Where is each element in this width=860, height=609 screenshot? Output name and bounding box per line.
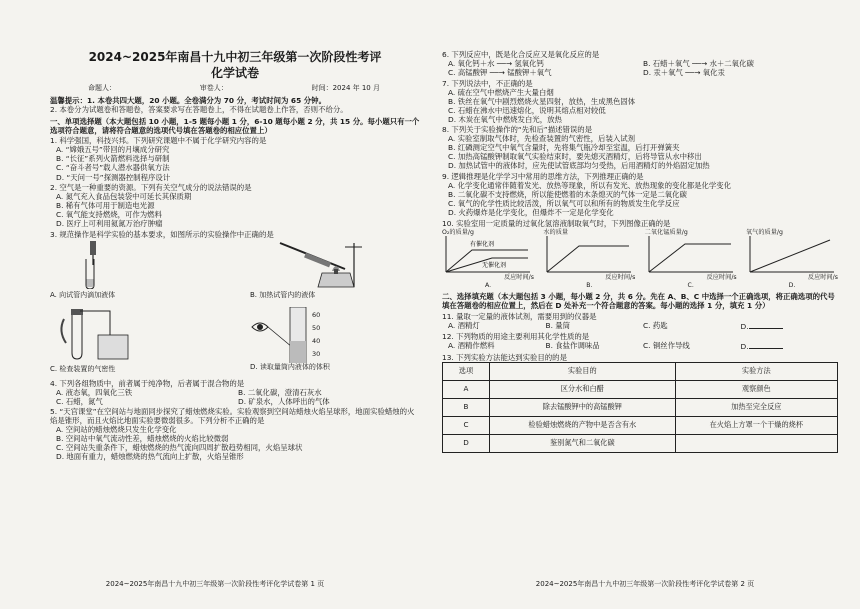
question-3: 3. 规范操作是科学实验的基本要求，如图所示的实验操作中正确的是 xyxy=(50,229,274,239)
table-cell: 在火焰上方罩一个干燥的烧杯 xyxy=(675,417,837,435)
q11-option-a: A. 酒精灯 xyxy=(448,320,480,330)
q7-option-b: B. 铁丝在氧气中剧烈燃烧火星四射，放热，生成黑色固体 xyxy=(448,96,636,106)
q12-options xyxy=(442,341,838,351)
q6-options xyxy=(442,59,838,77)
page-2-footer: 2024~2025年南昌十九中初三年级第一次阶段性考评化学试卷第 2 页 xyxy=(535,580,755,589)
graph-b-letter: B. xyxy=(586,281,593,289)
q4-option-b: B. 二氧化碳，澄清石灰水 xyxy=(238,387,322,397)
q6-option-a: A. 氧化钙＋水 ──→ 氢氧化钙 xyxy=(448,59,544,69)
graph-d-letter: D. xyxy=(788,281,796,289)
question-9: 9. 逻辑推理是化学学习中常用的思维方法，下列推理正确的是 xyxy=(442,171,644,181)
q9-option-d: D. 火药爆炸是化学变化，但爆炸不一定是化学变化 xyxy=(448,208,614,218)
q8-options xyxy=(442,134,838,170)
question-1: 1. 科学强国，科技兴邦。下列研究课题中不属于化学研究内容的是 xyxy=(50,136,267,146)
q5-options xyxy=(50,425,420,461)
cylinder-scale xyxy=(312,309,320,361)
graph-c-xlabel: 反应时间/s xyxy=(706,274,737,282)
question-5: 5. “天宫课堂”在空间站与地面同步探究了蜡烛燃烧实验。实验观察到空间站蜡烛火焰呈球形，地面实验蜡烛的火焰是锥形，而且火焰比地面实验要微弱很多。下列分析不正确的是 xyxy=(50,407,415,426)
graph-c-ylabel: 二氧化锰质量/g xyxy=(644,228,688,236)
q8-option-b: B. 红磷测定空气中氧气含量时，先将集气瓶冷却至室温，后打开弹簧夹 xyxy=(448,143,680,153)
q3-figure-a xyxy=(50,241,220,305)
graph-a-xlabel: 反应时间/s xyxy=(503,274,534,282)
q3-figure-b xyxy=(250,241,420,305)
question-7: 7. 下列说法中，不正确的是 xyxy=(442,78,533,88)
q13-table xyxy=(442,362,838,453)
graph-a-plot xyxy=(442,236,532,274)
q3-figure-d xyxy=(250,307,420,377)
q1-option-a: A. “嫦娥五号”带回的月壤成分研究 xyxy=(56,145,170,155)
graph-a-letter: A. xyxy=(484,281,492,289)
q4-option-a: A. 液态氧，四氧化三铁 xyxy=(56,387,133,397)
q9-options xyxy=(442,181,838,217)
q7-options xyxy=(442,88,838,124)
table-cell: C xyxy=(443,417,490,435)
q1-option-d: D. “天问一号”探测器控制程序设计 xyxy=(56,172,171,182)
table-header-option: 选项 xyxy=(443,363,490,381)
q1-option-b: B. “长征”系列火箭燃料选择与研制 xyxy=(56,154,170,164)
page-1-footer: 2024~2025年南昌十九中初三年级第一次阶段性考评化学试卷第 1 页 xyxy=(105,580,325,589)
graph-a-label-no-catalyst: 无催化剂 xyxy=(482,262,507,270)
time-label: 时间：2024 年 10 月 xyxy=(311,84,380,93)
question-13: 13. 下列实验方法能达到实验目的的是 xyxy=(442,352,567,362)
question-8: 8. 下列关于实验操作的“先和后”描述错误的是 xyxy=(442,125,593,135)
graph-b-xlabel: 反应时间/s xyxy=(605,274,636,282)
exam-info xyxy=(50,84,420,93)
notice-2: 2. 本卷分为试题卷和答题卷，答案要求写在答题卷上，不得在试题卷上作答，否则不给分。 xyxy=(50,104,348,114)
table-cell: 区分水和白醋 xyxy=(490,381,676,399)
q11-options xyxy=(442,321,838,331)
section-1-heading: 一、单项选择题（本大题包括 10 小题，1-5 题每小题 1 分，6-10 题每小题 2 分，共 15 分。每小题只有一个选项符合题意，请将符合题意的选项代号填在答题卷的相应位置上） xyxy=(50,116,420,135)
q10-graph-d xyxy=(746,229,838,290)
graph-d-plot xyxy=(746,236,836,274)
question-12: 12. 下列物质的用途主要利用其化学性质的是 xyxy=(442,332,590,342)
graph-b-ylabel: 水的质量 xyxy=(543,228,569,236)
table-row xyxy=(443,435,838,453)
table-header-row xyxy=(443,363,838,381)
q6-option-d: D. 汞＋氧气 ──→ 氧化汞 xyxy=(643,68,725,78)
table-cell: D xyxy=(443,435,490,453)
q7-option-d: D. 木炭在氧气中燃烧发白光，放热 xyxy=(448,114,562,124)
q12-option-a: A. 酒精作燃料 xyxy=(448,341,495,351)
graph-c-line xyxy=(649,244,731,272)
question-4: 4. 下列各组物质中，前者属于纯净物，后者属于混合物的是 xyxy=(50,378,245,388)
graph-b-line xyxy=(547,246,629,272)
q7-option-a: A. 硫在空气中燃烧产生大量白烟 xyxy=(448,87,554,97)
q10-graph-a xyxy=(442,229,534,290)
q11-option-d: D. xyxy=(740,321,749,331)
q12-option-d: D. xyxy=(740,342,749,352)
q2-option-d: D. 医疗上可利用氦氮万治疗肿瘤 xyxy=(56,219,163,229)
table-cell: 鉴别氮气和二氧化碳 xyxy=(490,435,676,453)
exam-title: 2024~2025年南昌十九中初三年级第一次阶段性考评 xyxy=(88,50,382,64)
q2-option-a: A. 氮气充入食品包装袋中可延长其保质期 xyxy=(56,192,192,202)
q3-figures-row-2 xyxy=(50,307,420,377)
graph-b-plot xyxy=(543,236,633,274)
cylinder-tick-50: 50 xyxy=(312,323,321,332)
q12-blank xyxy=(749,341,783,349)
table-row xyxy=(443,399,838,417)
table-header-method: 实验方法 xyxy=(675,363,837,381)
q2-option-c: C. 氧气能支持燃烧，可作为燃料 xyxy=(56,210,162,220)
notice-1: 温馨提示：1. 本卷共四大题，20 小题。全卷满分为 70 分，考试时间为 65 分钟。 xyxy=(50,95,326,105)
q10-graph-c xyxy=(645,229,737,290)
q1-options xyxy=(50,145,420,181)
graph-d-line xyxy=(750,240,830,272)
q3-caption-c: C. 检查装置的气密性 xyxy=(50,365,116,374)
graph-a-ylabel: O₂的质量/g xyxy=(442,228,474,236)
graph-d-ylabel: 氧气的质量/g xyxy=(745,228,783,236)
q9-option-b: B. 二氧化碳不支持燃烧，所以能使燃着的木条熄灭的气体一定是二氧化碳 xyxy=(448,189,687,199)
cylinder-tick-30: 30 xyxy=(312,349,321,358)
q10-graphs xyxy=(442,229,838,290)
q3-figures-row-1 xyxy=(50,241,420,305)
q4-options xyxy=(50,388,420,406)
table-row xyxy=(443,381,838,399)
q7-option-c: C. 石蜡在沸水中迅速熔化，说明其熔点相对较低 xyxy=(448,105,606,115)
q5-option-b: B. 空间站中氧气流动性差，蜡烛燃烧的火焰比较微弱 xyxy=(56,434,229,444)
q4-option-c: C. 石蜡，氮气 xyxy=(56,396,103,406)
author-label: 命题人： xyxy=(88,84,116,93)
q2-option-b: B. 稀有气体可用于制造电光源 xyxy=(56,201,155,211)
q6-option-b: B. 石蜡＋氧气 ──→ 水＋二氧化碳 xyxy=(643,59,754,69)
q8-option-c: C. 加热高锰酸钾制取氧气实验结束时，要先熄灭酒精灯，后将导管从水中移出 xyxy=(448,152,702,162)
question-10: 10. 实验室用一定质量的过氧化氢溶液制取氧气时，下列图像正确的是 xyxy=(442,218,671,228)
airtightness-check-icon xyxy=(50,307,160,363)
q10-graph-b xyxy=(543,229,635,290)
q3-caption-d: D. 读取量筒内液体的体积 xyxy=(250,362,330,371)
table-cell: 检验蜡烛燃烧的产物中是否含有水 xyxy=(490,417,676,435)
q9-option-c: C. 氧气的化学性质比较活泼，所以氧气可以和所有的物质发生化学反应 xyxy=(448,199,680,208)
table-cell: 除去锰酸钾中的高锰酸钾 xyxy=(490,399,676,417)
cylinder-tick-60: 60 xyxy=(312,310,321,319)
graph-c-plot xyxy=(645,236,735,274)
question-2: 2. 空气是一种重要的资源。下列有关空气成分的说法错误的是 xyxy=(50,183,252,193)
q5-option-c: C. 空间站失重条件下，蜡烛燃烧的热气流向四周扩散趋势相同，火焰呈球状 xyxy=(56,443,303,453)
graph-c-letter: C. xyxy=(687,281,694,289)
q12-option-c: C. 铜丝作导线 xyxy=(643,341,690,351)
table-cell: 观察颜色 xyxy=(675,381,837,399)
q11-option-b: B. 量筒 xyxy=(545,320,571,330)
q11-option-c: C. 药匙 xyxy=(643,320,668,330)
q5-option-a: A. 空间站的蜡烛燃烧只发生化学变化 xyxy=(56,425,177,435)
table-row xyxy=(443,417,838,435)
q11-blank xyxy=(749,321,783,329)
q9-option-a: A. 化学变化通常伴随着发光、放热等现象，所以有发光、放热现象的变化都是化学变化 xyxy=(448,180,732,190)
q12-option-b: B. 食盐作调味品 xyxy=(545,341,600,351)
table-cell: A xyxy=(443,381,490,399)
dropper-test-tube-icon xyxy=(50,241,160,289)
q5-option-d: D. 地面有重力，蜡烛燃烧的热气流向上扩散，火焰呈锥形 xyxy=(56,452,244,462)
q8-option-a: A. 实验室制取气体时，先检查装置的气密性，后装入试剂 xyxy=(448,134,636,144)
table-cell: 加热至完全反应 xyxy=(675,399,837,417)
reviewer-label: 审卷人： xyxy=(199,84,228,93)
eye-graduated-cylinder-icon xyxy=(250,307,310,363)
q1-option-c: C. “奋斗者号”载人潜水器供氧方法 xyxy=(56,163,170,173)
q3-figure-c xyxy=(50,307,220,377)
exam-subtitle: 化学试卷 xyxy=(210,65,259,80)
q8-option-d: D. 加热试管中的液体时，应先使试管底部均匀受热，后用酒精灯的外焰固定加热 xyxy=(448,161,710,171)
graph-a-label-catalyst: 有催化剂 xyxy=(470,241,495,249)
q3-caption-a: A. 向试管内滴加液体 xyxy=(50,291,116,300)
section-2-heading: 二、选择填充题（本大题包括 3 小题，每小题 2 分，共 6 分。先在 A、B、C 中选择一个正确选项，将正确选项的代号填在答题卷的相应位置上，然后在 D 处补充一个符合题意的答案。每小题的选择 1 分，填充 1 分） xyxy=(442,292,835,311)
table-cell: B xyxy=(443,399,490,417)
table-header-purpose: 实验目的 xyxy=(490,363,676,381)
q2-options xyxy=(50,192,420,228)
alcohol-lamp-heating-icon xyxy=(250,241,380,289)
cylinder-tick-40: 40 xyxy=(312,336,321,345)
question-11: 11. 量取一定量的液体试剂，需要用到的仪器是 xyxy=(442,311,597,321)
table-cell-blank xyxy=(675,435,837,453)
question-6: 6. 下列反应中，既是化合反应又是氧化反应的是 xyxy=(442,50,600,59)
q6-option-c: C. 高锰酸钾 ──→ 锰酸钾＋氧气 xyxy=(448,68,552,78)
q3-caption-b: B. 加热试管内的液体 xyxy=(250,291,316,300)
page-2 xyxy=(430,0,860,609)
q4-option-d: D. 矿泉水，人体呼出的气体 xyxy=(238,396,330,406)
graph-d-xlabel: 反应时间/s xyxy=(807,274,838,282)
